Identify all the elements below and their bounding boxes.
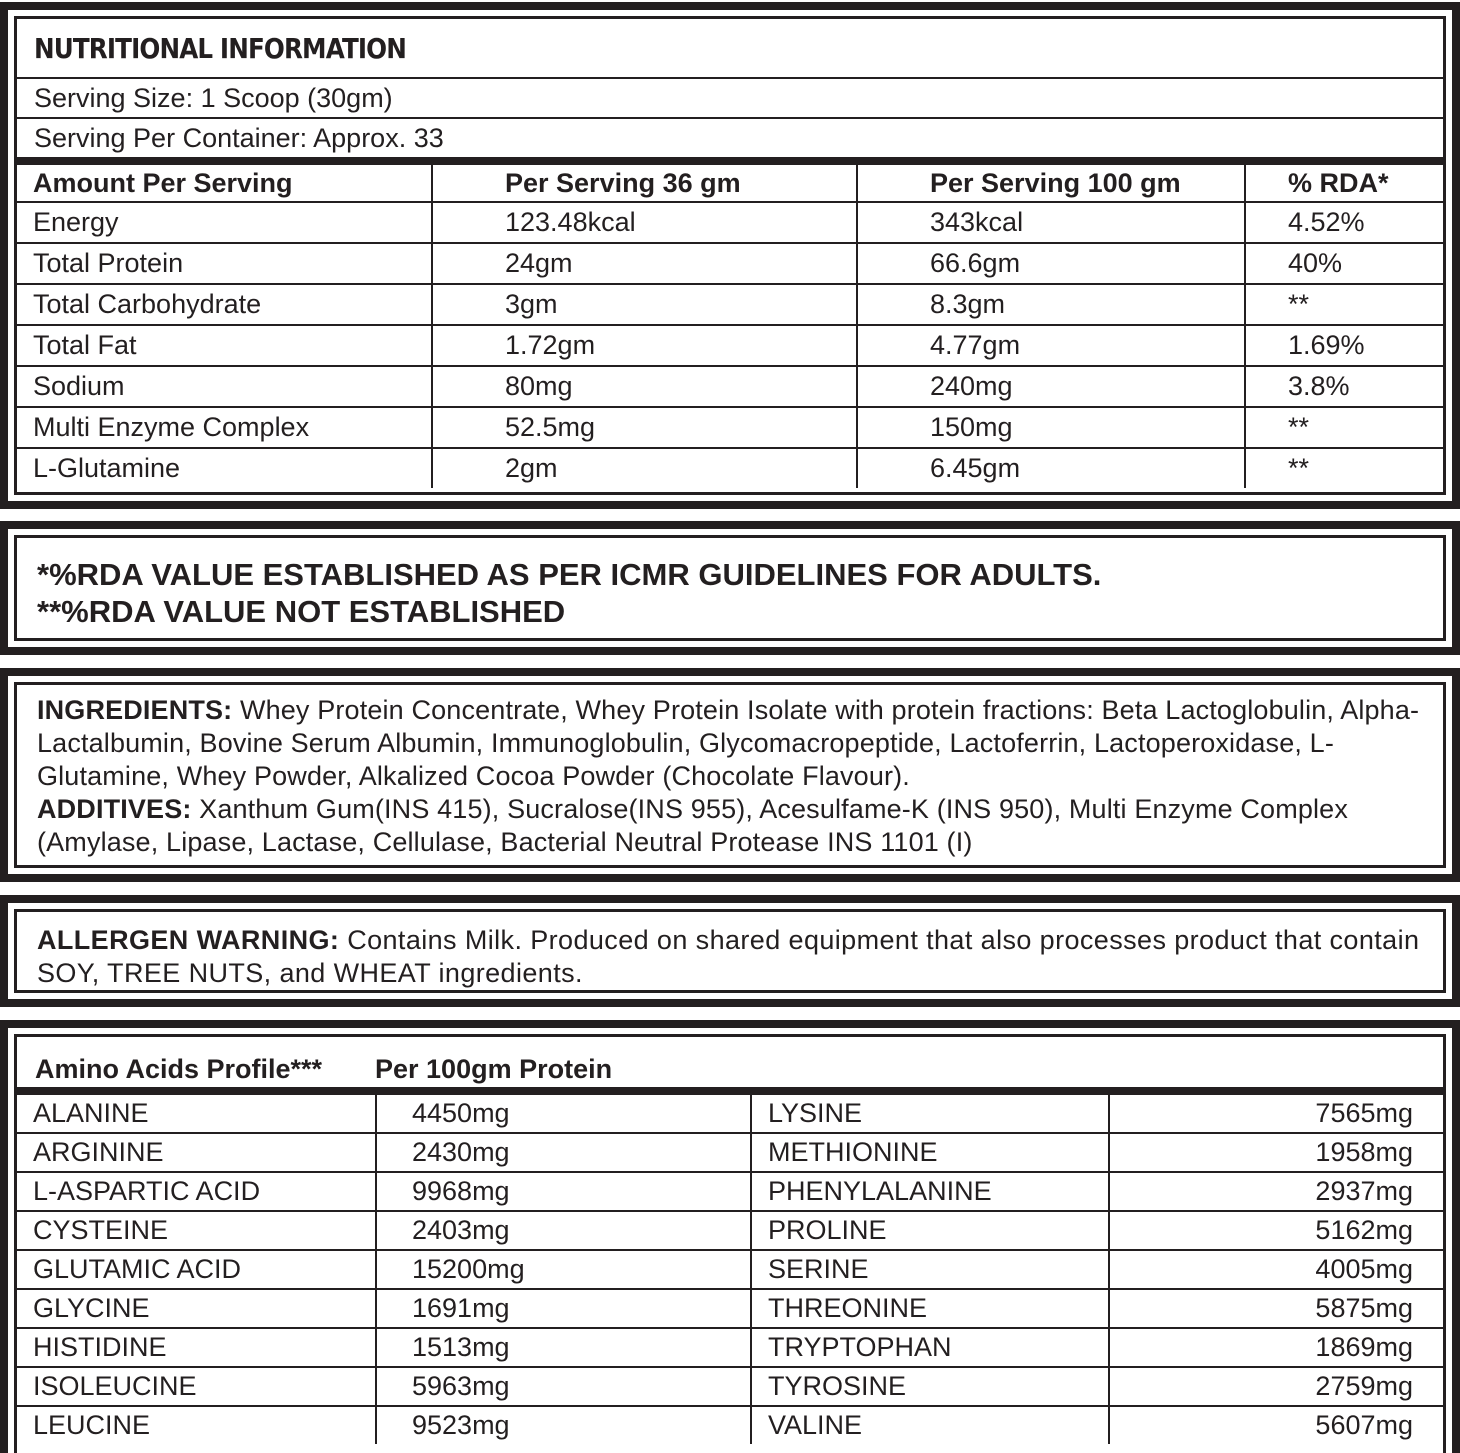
amino-header-per-100gm: Per 100gm Protein: [375, 1054, 613, 1084]
allergen-text: Contains Milk. Produced on shared equipment that also processes product that contain SOY, TREE NUTS, and WHEAT ingredients.: [37, 925, 1420, 988]
amino-acid-value: 4450mg: [376, 1095, 751, 1133]
amino-acid-name: ISOLEUCINE: [17, 1367, 376, 1406]
amino-acid-value: 9523mg: [376, 1406, 751, 1444]
ingredients-panel: [0, 668, 1460, 882]
per-serving-100-value: 66.6gm: [857, 243, 1245, 284]
rda-value: **: [1245, 448, 1443, 488]
amino-acid-value: 4005mg: [1109, 1250, 1443, 1289]
ingredients-inner-frame: [14, 682, 1446, 868]
rda-notes-panel: [0, 521, 1460, 655]
amino-acid-name: SERINE: [751, 1250, 1109, 1289]
allergen-inner-frame: [14, 909, 1446, 993]
nutrient-name: Multi Enzyme Complex: [17, 407, 432, 448]
per-serving-36-value: 2gm: [432, 448, 857, 488]
nutrition-table: [17, 165, 1443, 488]
rda-notes: [17, 538, 1443, 630]
amino-acid-value: 5162mg: [1109, 1211, 1443, 1250]
nutrition-panel: [0, 2, 1460, 509]
amino-row: [17, 1250, 1443, 1289]
header-per-serving-36: Per Serving 36 gm: [432, 165, 857, 202]
nutrition-header-row: [17, 165, 1443, 202]
rda-inner-frame: [14, 535, 1446, 641]
rda-value: **: [1245, 407, 1443, 448]
amino-panel: [0, 1020, 1460, 1453]
rda-value: 3.8%: [1245, 366, 1443, 407]
nutrient-name: Total Fat: [17, 325, 432, 366]
amino-acid-name: CYSTEINE: [17, 1211, 376, 1250]
rda-value: 4.52%: [1245, 202, 1443, 243]
amino-acid-name: ALANINE: [17, 1095, 376, 1133]
amino-acid-value: 2430mg: [376, 1133, 751, 1172]
amino-acid-value: 5607mg: [1109, 1406, 1443, 1444]
per-serving-36-value: 52.5mg: [432, 407, 857, 448]
rda-value: 1.69%: [1245, 325, 1443, 366]
header-rda: % RDA*: [1245, 165, 1443, 202]
amino-acid-name: PHENYLALANINE: [751, 1172, 1109, 1211]
header-amount: Amount Per Serving: [17, 165, 432, 202]
amino-row: [17, 1406, 1443, 1444]
rda-value: 40%: [1245, 243, 1443, 284]
rda-value: **: [1245, 284, 1443, 325]
ingredients-text-block: [17, 685, 1443, 859]
header-per-serving-100: Per Serving 100 gm: [857, 165, 1245, 202]
nutrition-row: [17, 325, 1443, 366]
amino-header-profile: Amino Acids Profile***: [35, 1054, 323, 1084]
nutrient-name: Sodium: [17, 366, 432, 407]
nutrition-inner-frame: [14, 16, 1446, 495]
amino-acid-value: 2759mg: [1109, 1367, 1443, 1406]
per-serving-36-value: 80mg: [432, 366, 857, 407]
amino-inner-frame: [14, 1034, 1446, 1453]
amino-acid-value: 7565mg: [1109, 1095, 1443, 1133]
serving-size: Serving Size: 1 Scoop (30gm): [17, 79, 1443, 119]
per-serving-100-value: 4.77gm: [857, 325, 1245, 366]
ingredients-label: INGREDIENTS:: [37, 695, 233, 725]
per-serving-100-value: 8.3gm: [857, 284, 1245, 325]
amino-table: [17, 1095, 1443, 1444]
amino-acid-name: LYSINE: [751, 1095, 1109, 1133]
amino-row: [17, 1211, 1443, 1250]
per-serving-36-value: 24gm: [432, 243, 857, 284]
rda-note-not-established: **%RDA VALUE NOT ESTABLISHED: [37, 594, 566, 629]
per-serving-36-value: 123.48kcal: [432, 202, 857, 243]
per-serving-100-value: 6.45gm: [857, 448, 1245, 488]
amino-row: [17, 1367, 1443, 1406]
nutrition-row: [17, 284, 1443, 325]
per-serving-36-value: 3gm: [432, 284, 857, 325]
nutrition-title-row: [17, 19, 1443, 79]
nutrition-row: [17, 243, 1443, 284]
amino-row: [17, 1172, 1443, 1211]
ingredients-text: Whey Protein Concentrate, Whey Protein Isolate with protein fractions: Beta Lactoglobulin, Alpha-Lactalbumin, Bovine Serum Albumin, Immunoglobulin, Glycomacropeptide, Lactoferrin, Lactoperoxidase, L-Glutamine, Whey Powder, Alkalized Cocoa Powder (Chocolate Flavour).: [37, 695, 1420, 791]
amino-acid-value: 1513mg: [376, 1328, 751, 1367]
amino-acid-value: 2937mg: [1109, 1172, 1443, 1211]
amino-acid-value: 1869mg: [1109, 1328, 1443, 1367]
nutrient-name: Total Carbohydrate: [17, 284, 432, 325]
amino-acid-value: 1958mg: [1109, 1133, 1443, 1172]
nutrient-name: L-Glutamine: [17, 448, 432, 488]
amino-header-row: [17, 1037, 1443, 1095]
amino-acid-name: VALINE: [751, 1406, 1109, 1444]
nutrition-row: [17, 366, 1443, 407]
servings-per-container: Serving Per Container: Approx. 33: [17, 119, 1443, 165]
amino-row: [17, 1133, 1443, 1172]
per-serving-100-value: 150mg: [857, 407, 1245, 448]
amino-acid-name: ARGININE: [17, 1133, 376, 1172]
nutrition-title: NUTRITIONAL INFORMATION: [34, 31, 406, 65]
amino-acid-name: TRYPTOPHAN: [751, 1328, 1109, 1367]
nutrient-name: Total Protein: [17, 243, 432, 284]
amino-acid-name: GLYCINE: [17, 1289, 376, 1328]
amino-acid-value: 5963mg: [376, 1367, 751, 1406]
allergen-label: ALLERGEN WARNING:: [37, 925, 340, 955]
amino-acid-value: 15200mg: [376, 1250, 751, 1289]
amino-acid-name: GLUTAMIC ACID: [17, 1250, 376, 1289]
amino-acid-name: TYROSINE: [751, 1367, 1109, 1406]
additives-text: Xanthum Gum(INS 415), Sucralose(INS 955), Acesulfame-K (INS 950), Multi Enzyme Complex (Amylase, Lipase, Lactase, Cellulase, Bacterial Neutral Protease INS 1101 (I): [37, 794, 1348, 857]
nutrition-row: [17, 202, 1443, 243]
amino-acid-value: 9968mg: [376, 1172, 751, 1211]
per-serving-100-value: 240mg: [857, 366, 1245, 407]
amino-row: [17, 1328, 1443, 1367]
amino-acid-value: 5875mg: [1109, 1289, 1443, 1328]
amino-acid-name: PROLINE: [751, 1211, 1109, 1250]
allergen-panel: [0, 895, 1460, 1007]
amino-acid-name: LEUCINE: [17, 1406, 376, 1444]
nutrition-row: [17, 448, 1443, 488]
nutrient-name: Energy: [17, 202, 432, 243]
per-serving-36-value: 1.72gm: [432, 325, 857, 366]
amino-acid-name: HISTIDINE: [17, 1328, 376, 1367]
nutrition-row: [17, 407, 1443, 448]
amino-acid-name: THREONINE: [751, 1289, 1109, 1328]
amino-acid-name: METHIONINE: [751, 1133, 1109, 1172]
per-serving-100-value: 343kcal: [857, 202, 1245, 243]
amino-acid-value: 2403mg: [376, 1211, 751, 1250]
amino-acid-value: 1691mg: [376, 1289, 751, 1328]
allergen-text-block: [17, 912, 1443, 990]
amino-row: [17, 1289, 1443, 1328]
amino-row: [17, 1095, 1443, 1133]
amino-acid-name: L-ASPARTIC ACID: [17, 1172, 376, 1211]
additives-label: ADDITIVES:: [37, 794, 192, 824]
rda-note-established: *%RDA VALUE ESTABLISHED AS PER ICMR GUIDELINES FOR ADULTS.: [37, 557, 1102, 592]
